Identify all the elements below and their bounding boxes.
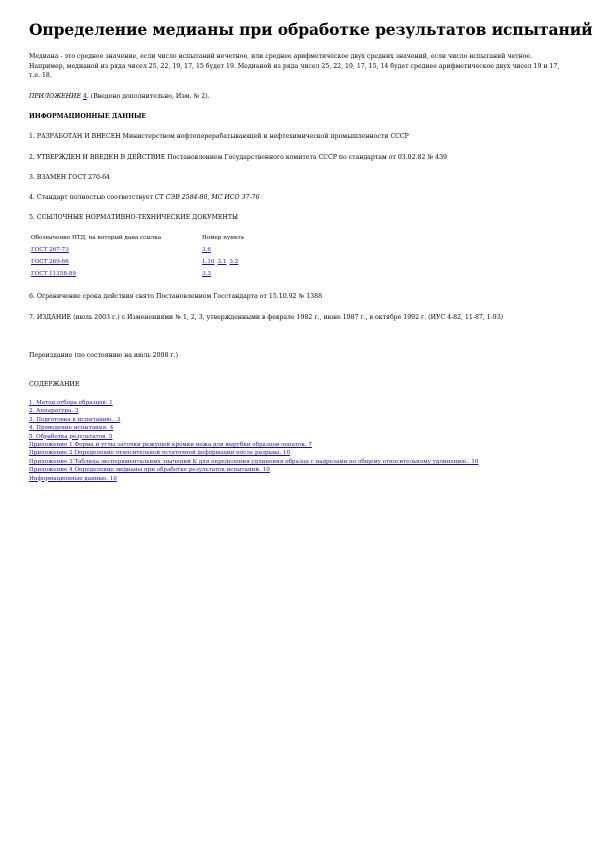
table-header-point: Номер пункта <box>202 235 244 241</box>
references-table-wrap <box>29 232 322 280</box>
toc-link[interactable]: 4. Проведение испытания. 4 <box>29 425 114 432</box>
ref-doc-link[interactable]: ГОСТ 267-73 <box>31 247 69 253</box>
table-row <box>29 268 322 280</box>
ref-point-link[interactable]: 3.2 <box>229 259 239 265</box>
toc-link[interactable]: Приложение 4 Определение медианы при обработке результатов испытаний. 10 <box>29 467 270 474</box>
info-item-developed: 1. РАЗРАБОТАН И ВНЕСЕН Министерством нефтеперерабатывающей и нефтехимической промышленности СССР <box>29 133 409 140</box>
toc-link[interactable]: 1. Метод отбора образцов. 1 <box>29 400 113 406</box>
toc-link[interactable]: 3. Подготовка к испытанию.. 3 <box>29 416 121 423</box>
toc-link[interactable]: 2. Аппаратура. 3 <box>29 408 79 415</box>
appendix-link[interactable]: 4 <box>82 93 87 100</box>
info-item-replaces: 3. ВЗАМЕН ГОСТ 270-64 <box>29 174 110 181</box>
table-header-row <box>29 232 322 244</box>
toc-link[interactable]: Приложение 3 Таблица экспериментальных значений К для определения удлинения образца с надрезами по общему относительному удлинению.. 10 <box>29 458 479 465</box>
info-item-conformity <box>29 193 565 203</box>
appendix-note <box>29 92 565 102</box>
conformity-standards: СТ СЭВ 2584-80, МС ИСО 37-76 <box>154 194 260 201</box>
appendix-label: ПРИЛОЖЕНИЕ <box>29 93 81 100</box>
ref-point-link[interactable]: 3.3 <box>202 271 211 277</box>
reissue-note: Переиздание (по состоянию на июль 2008 г.) <box>29 352 178 359</box>
info-heading: ИНФОРМАЦИОННЫЕ ДАННЫЕ <box>29 113 147 120</box>
references-table <box>29 232 322 280</box>
page-title: Определение медианы при обработке результатов испытаний <box>29 20 593 39</box>
ref-doc-link[interactable]: ГОСТ 269-66 <box>31 259 69 265</box>
info-item-references: 5. ССЫЛОЧНЫЕ НОРМАТИВНО-ТЕХНИЧЕСКИЕ ДОКУМЕНТЫ <box>29 214 239 221</box>
toc-link[interactable]: 5. Обработка результатов. 5 <box>29 433 113 440</box>
median-definition: Медиана - это среднее значение, если число испытаний нечетное, или среднее арифметическое двух средних значений, если число испытаний четное. Например, медианой из ряда чисел 25, 22, 19, 17, 15 будет 19. Медианой из ряда чисел 25, 22, 19, 17, 15, 14 будет среднее арифметическое двух чисел 19 и 17, т.е. 18. <box>29 53 560 80</box>
toc-link[interactable]: Приложение 2 Определение относительной остаточной деформации после разрыва. 10 <box>29 450 291 457</box>
ref-point-link[interactable]: 3.1 <box>217 259 227 265</box>
ref-doc-link[interactable]: ГОСТ 11358-89 <box>31 271 76 277</box>
info-item-approved: 2. УТВЕРЖДЕН И ВВЕДЕН В ДЕЙСТВИЕ Постановлением Государственного комитета СССР по стандартам от 03.02.82 № 439 <box>29 154 447 161</box>
conformity-prefix: 4. Стандарт полностью соответствует <box>29 194 155 201</box>
table-row <box>29 244 322 256</box>
info-item-validity: 6. Ограничение срока действия снято Постановлением Госстандарта от 15.10.92 № 1388 <box>29 293 322 300</box>
toc-link[interactable]: Приложение 1 Форма и углы заточки режущей кромки ножа для вырубки образцов-лопаток. 7 <box>29 442 312 449</box>
table-header-document: Обозначение НТД, на который дана ссылка <box>31 235 162 241</box>
ref-point-link[interactable]: 1.10 <box>202 259 215 265</box>
table-of-contents <box>29 399 565 483</box>
appendix-note-rest: . (Введено дополнительно, Изм. № 2). <box>86 93 210 100</box>
table-row <box>29 256 322 268</box>
ref-point-link[interactable]: 3.6 <box>202 247 211 253</box>
toc-heading: СОДЕРЖАНИЕ <box>29 381 80 388</box>
info-item-edition: 7. ИЗДАНИЕ (июль 2003 г.) с Изменениями № 1, 2, 3, утвержденными в феврале 1982 г., июне 1987 г., в октябре 1992 г. (ИУС 4-82, 11-87, 1-93) <box>29 314 504 321</box>
toc-link[interactable]: Информационные данные. 10 <box>29 475 117 482</box>
